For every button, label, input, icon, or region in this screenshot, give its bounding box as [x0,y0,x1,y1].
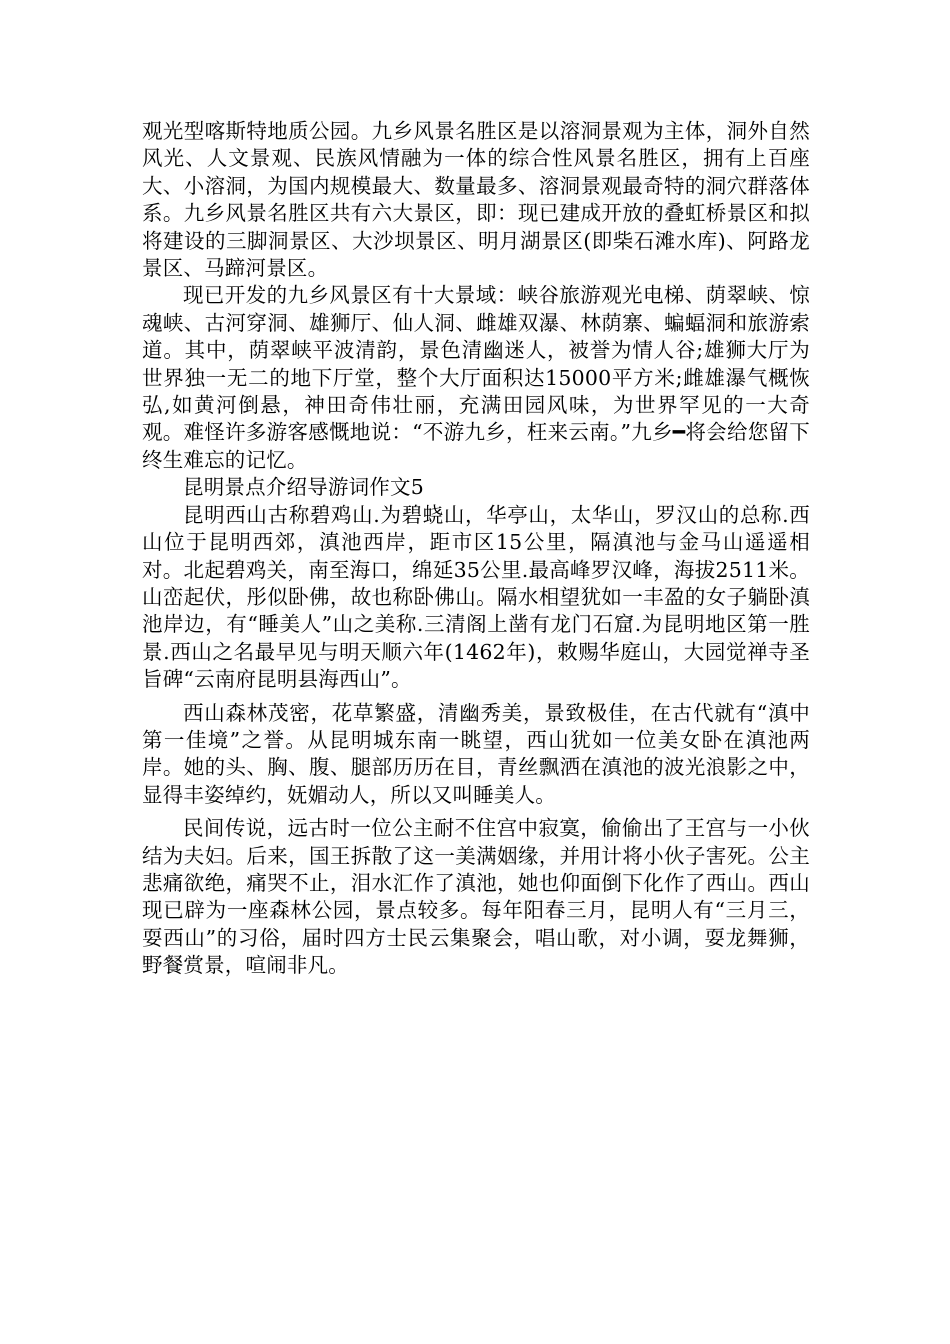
document-body [142,118,810,980]
paragraph-jiuxiang-overview: 观光型喀斯特地质公园。九乡风景名胜区是以溶洞景观为主体，洞外自然风光、人文景观、民族风情融为一体的综合性风景名胜区，拥有上百座大、小溶洞，为国内规模最大、数量最多、溶洞景观最奇特的洞穴群落体系。九乡风景名胜区共有六大景区，即：现已建成开放的叠虹桥景区和拟将建设的三脚洞景区、大沙坝景区、明月湖景区(即柴石滩水库)、阿路龙景区、马蹄河景区。 [142,119,810,281]
paragraph-xishan-forest: 西山森林茂密，花草繁盛，清幽秀美，景致极佳，在古代就有“滇中第一佳境”之誉。从昆明城东南一眺望，西山犹如一位美女卧在滇池两岸。她的头、胸、腹、腿部历历在目，青丝飘洒在滇池的波光浪影之中，显得丰姿绰约，妩媚动人，所以又叫睡美人。 [142,700,810,807]
paragraph-xishan-intro: 昆明西山古称碧鸡山.为碧蛲山，华亭山，太华山，罗汉山的总称.西山位于昆明西郊，滇池西岸，距市区15公里，隔滇池与金马山遥遥相对。北起碧鸡关，南至海口，绵延35公里.最高峰罗汉峰，海拔2511米。山峦起伏，彤似卧佛，故也称卧佛山。隔水相望犹如一丰盈的女子躺卧滇池岸边，有“睡美人”山之美称.三清阁上凿有龙门石窟.为昆明地区第一胜景.西山之名最早见与明天顺六年(1462年)，敕赐华庭山，大园觉禅寺圣旨碑“云南府昆明县海西山”。 [142,502,810,692]
section-title: 昆明景点介绍导游词作文5 [183,475,424,500]
paragraph-jiuxiang-scenic-areas: 现已开发的九乡风景区有十大景域：峡谷旅游观光电梯、荫翠峡、惊魂峡、古河穿洞、雄狮厅、仙人洞、雌雄双瀑、林荫寨、蝙蝠洞和旅游索道。其中，荫翠峡平波清韵，景色清幽迷人，被誉为情人谷;雄狮大厅为世界独一无二的地下厅堂，整个大厅面积达15000平方米;雌雄瀑气概恢弘,如黄河倒悬，神田奇伟壮丽，充满田园风味，为世界罕见的一大奇观。难怪许多游客感慨地说：“不游九乡，枉来云南。”九乡━将会给您留下终生难忘的记忆。 [142,283,810,472]
paragraph-xishan-legend: 民间传说，远古时一位公主耐不住宫中寂寞，偷偷出了王宫与一小伙结为夫妇。后来，国王拆散了这一美满姻缘，并用计将小伙子害死。公主悲痛欲绝，痛哭不止，泪水汇作了滇池，她也仰面倒下化作了西山。西山现已辟为一座森林公园，景点较多。每年阳春三月，昆明人有“三月三，耍西山”的习俗，届时四方士民云集聚会，唱山歌，对小调，耍龙舞狮，野餐赏景，喧闹非凡。 [142,816,810,978]
